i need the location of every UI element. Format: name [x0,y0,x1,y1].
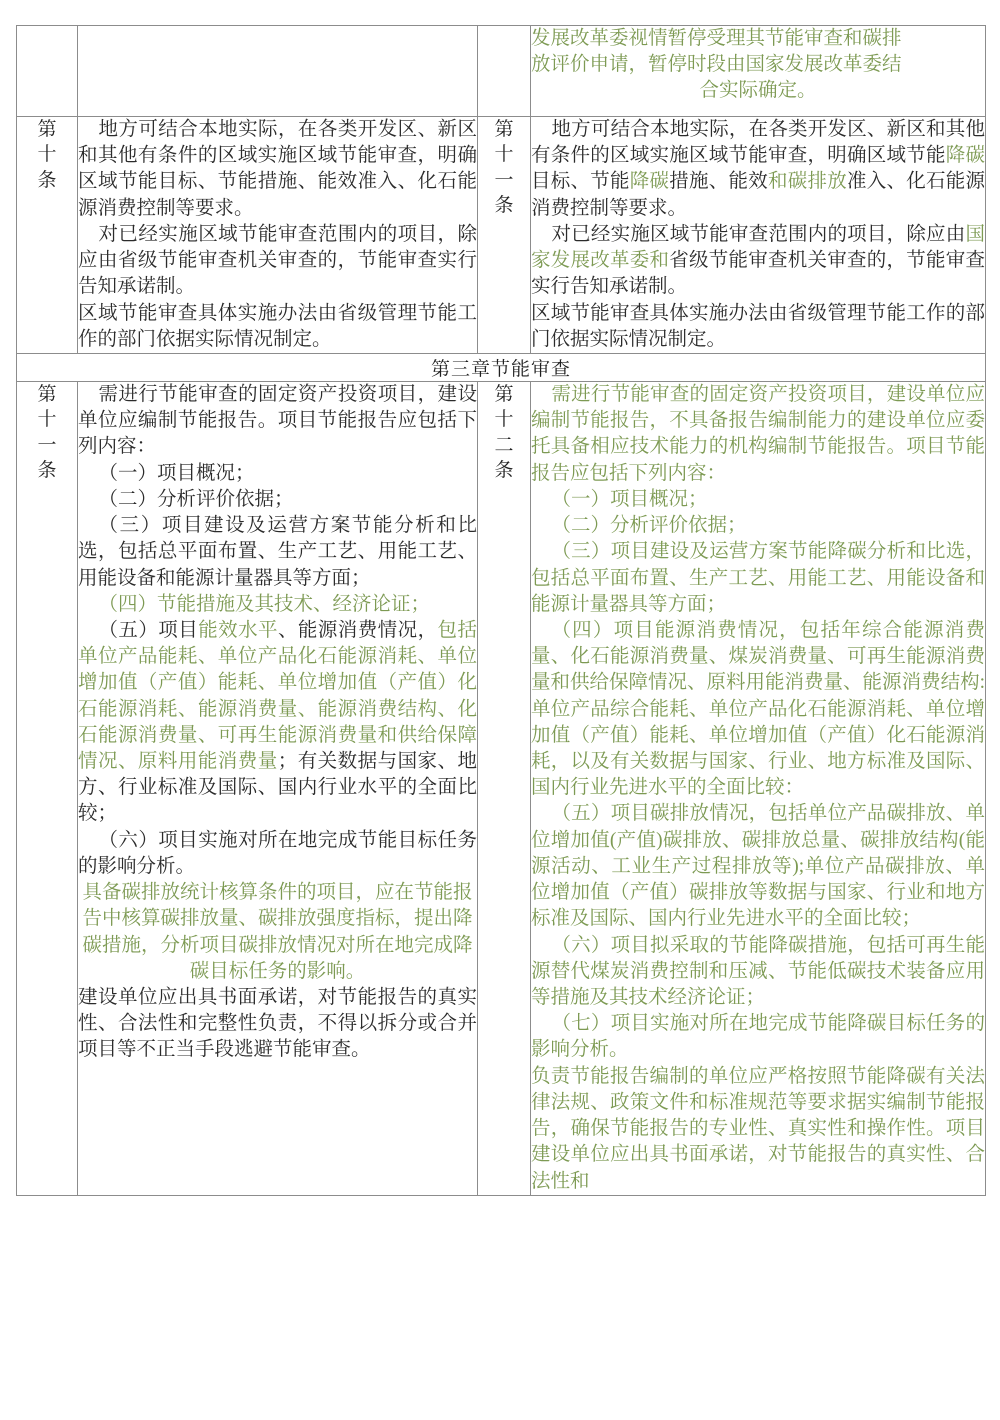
list-item [531,487,985,513]
text-run: 、能源消费情况， [277,619,438,641]
article-body-right [531,26,986,117]
text-run: 措施、能效 [669,171,768,193]
paragraph [531,301,985,353]
text-run: （五）项目 [98,619,199,641]
chapter-title: 节能审查 [491,358,572,380]
chapter-heading-row [17,353,986,381]
text-run-revised: 降碳 [629,171,670,193]
text-run-revised: 需进行节能审查的固定资产投资项目，建设单位应编制节能报告，不具备报告编制能力的建设单位应委托具备相应技术能力的机构编制节能报告。项目节能报告应包括下列内容： [531,383,985,484]
text-run: 区域节能审查具体实施办法由省级管理节能工作的部门依据实际情况制定。 [78,302,477,350]
article-body-right [531,117,986,354]
list-item [78,618,477,828]
text-run-revised: 和碳排放 [767,171,847,193]
text-run: 区域节能审查具体实施办法由省级管理节能工作的部门依据实际情况制定。 [531,302,985,350]
article-body-right [531,381,986,1195]
paragraph [531,1064,985,1195]
article-body-left [78,117,478,354]
text-run-revised: 负责节能报告编制的单位应严格按照节能降碳有关法律法规、政策文件和标准规范等要求据实编制节能报告，确保节能报告的专业性、真实性和操作性。项目建设单位应出具书面承诺，对节能报告的真实性、合法性和 [531,1065,985,1192]
text-run: （三）项目建设及运营方案节能分析和比选，包括总平面布置、生产工艺、用能工艺、用能设备和能源计量器具等方面； [78,515,477,589]
table-row [17,117,986,354]
text-run: （六）项目实施对所在地完成节能目标任务的影响分析。 [78,829,477,877]
list-item [531,618,985,802]
text-run-revised: 具备碳排放统计核算条件的项目，应在节能报告中核算碳排放量、碳排放强度指标，提出降碳措施，分析项目碳排放情况对所在地完成降碳目标任务的影响。 [82,882,473,982]
list-item [531,933,985,1012]
continuation-paragraph [531,26,985,105]
text-run-revised: 降碳 [945,145,985,167]
article-number-label: 第十一条 [494,119,514,217]
text-run: （一）项目概况； [98,462,255,484]
text-run-revised: （四）节能措施及其技术、经济论证； [98,593,430,615]
article-number-label: 第十二条 [494,383,514,482]
text-run: 目标、节能 [531,171,630,193]
paragraph [78,985,477,1064]
list-item [78,487,477,513]
text-run-revised: （六）项目拟采取的节能降碳措施，包括可再生能源替代煤炭消费控制和压减、节能低碳技术装备应用等措施及其技术经济论证； [531,934,985,1008]
text-run-revised: 包括单位产品能耗、单位产品化石能源消耗、单位增加值（产值）能耗、单位增加值（产值）化石能源消耗、能源消费量、能源消费结构、化石能源消费量、可再生能源消费量和供给保障情况、原料用能消费量 [78,619,477,773]
text-run-revised: 国家发展改革委和 [531,223,985,272]
paragraph [531,222,985,301]
paragraph [531,117,985,222]
article-number-left [17,26,78,117]
text-run-revised: （一）项目概况； [551,488,708,510]
article-body-left [78,381,478,1195]
list-item [531,1011,985,1063]
text-run: 准入、化石能源消费控制等要求。 [531,171,985,219]
list-item [531,513,985,539]
list-item [78,828,477,880]
list-item [531,801,985,932]
chapter-number: 第三章 [430,358,491,380]
paragraph [78,382,477,461]
text-run: （二）分析评价依据； [98,488,294,510]
text-line: 发展改革委视情暂停受理其节能审查和碳排 [531,28,902,49]
text-run-revised: （七）项目实施对所在地完成节能降碳目标任务的影响分析。 [531,1013,985,1061]
list-item [78,592,477,618]
paragraph [78,117,477,222]
text-run: 地方可结合本地实际，在各类开发区、新区和其他有条件的区域实施区域节能审查，明确区域节能目标、节能措施、能效准入、化石能源消费控制等要求。 [78,119,477,219]
table-row [17,381,986,1195]
text-run-revised: （五）项目碳排放情况，包括单位产品碳排放、单位增加值(产值)碳排放、碳排放总量、碳排放结构(能源活动、工业生产过程排放等);单位产品碳排放、单位增加值（产值）碳排放等数据与国家、行业和地方标准及国际、国内行业先进水平的全面比较； [531,803,985,930]
text-run: 建设单位应出具书面承诺，对节能报告的真实性、合法性和完整性负责，不得以拆分或合并项目等不正当手段逃避节能审查。 [78,987,477,1061]
text-run: ；有关数据与国家、地方、行业标准及国际、国内行业水平的全面比较； [78,751,477,825]
text-run: 省级节能审查机关审查的，节能审查实行告知承诺制。 [531,250,985,298]
text-run: 对已经实施区域节能审查范围内的项目，除应由 [551,223,966,245]
text-line: 放评价申请，暂停时段由国家发展改革委结 [531,54,902,76]
article-number-right [478,381,531,1195]
text-run-revised: （三）项目建设及运营方案节能降碳分析和比选，包括总平面布置、生产工艺、用能工艺、用能设备和能源计量器具等方面； [531,541,985,615]
list-item [531,539,985,618]
article-number-label: 第十条 [37,119,57,191]
paragraph [531,382,985,487]
article-number-left [17,381,78,1195]
text-run-revised: 能效水平 [198,619,278,641]
paragraph [78,222,477,301]
list-item [78,461,477,487]
table-row [17,26,986,117]
chapter-heading-cell [17,353,986,381]
comparison-table [16,25,986,1196]
article-number-label: 第十一条 [37,383,57,482]
list-item [78,513,477,592]
text-run-revised: （四）项目能源消费情况，包括年综合能源消费量、化石能源消费量、煤炭消费量、可再生能源消费量和供给保障情况、原料用能消费量、能源消费结构:单位产品综合能耗、单位产品化石能源消耗、单位增加值（产值）能耗、单位增加值（产值）化石能源消耗，以及有关数据与国家、行业、地方标准及国际、国内行业先进水平的全面比较： [531,619,985,799]
article-body-left [78,26,478,117]
text-run: 对已经实施区域节能审查范围内的项目，除应由省级节能审查机关审查的，节能审查实行告知承诺制。 [78,223,477,298]
article-number-right [478,117,531,354]
text-run-revised: （二）分析评价依据； [551,515,747,537]
paragraph-revised [78,880,477,985]
text-line: 合实际确定。 [699,80,817,102]
paragraph [78,301,477,353]
text-run: 地方可结合本地实际，在各类开发区、新区和其他有条件的区域实施区域节能审查，明确区域节能 [531,119,985,167]
article-number-left [17,117,78,354]
text-run: 需进行节能审查的固定资产投资项目，建设单位应编制节能报告。项目节能报告应包括下列内容： [78,383,477,458]
article-number-right [478,26,531,117]
